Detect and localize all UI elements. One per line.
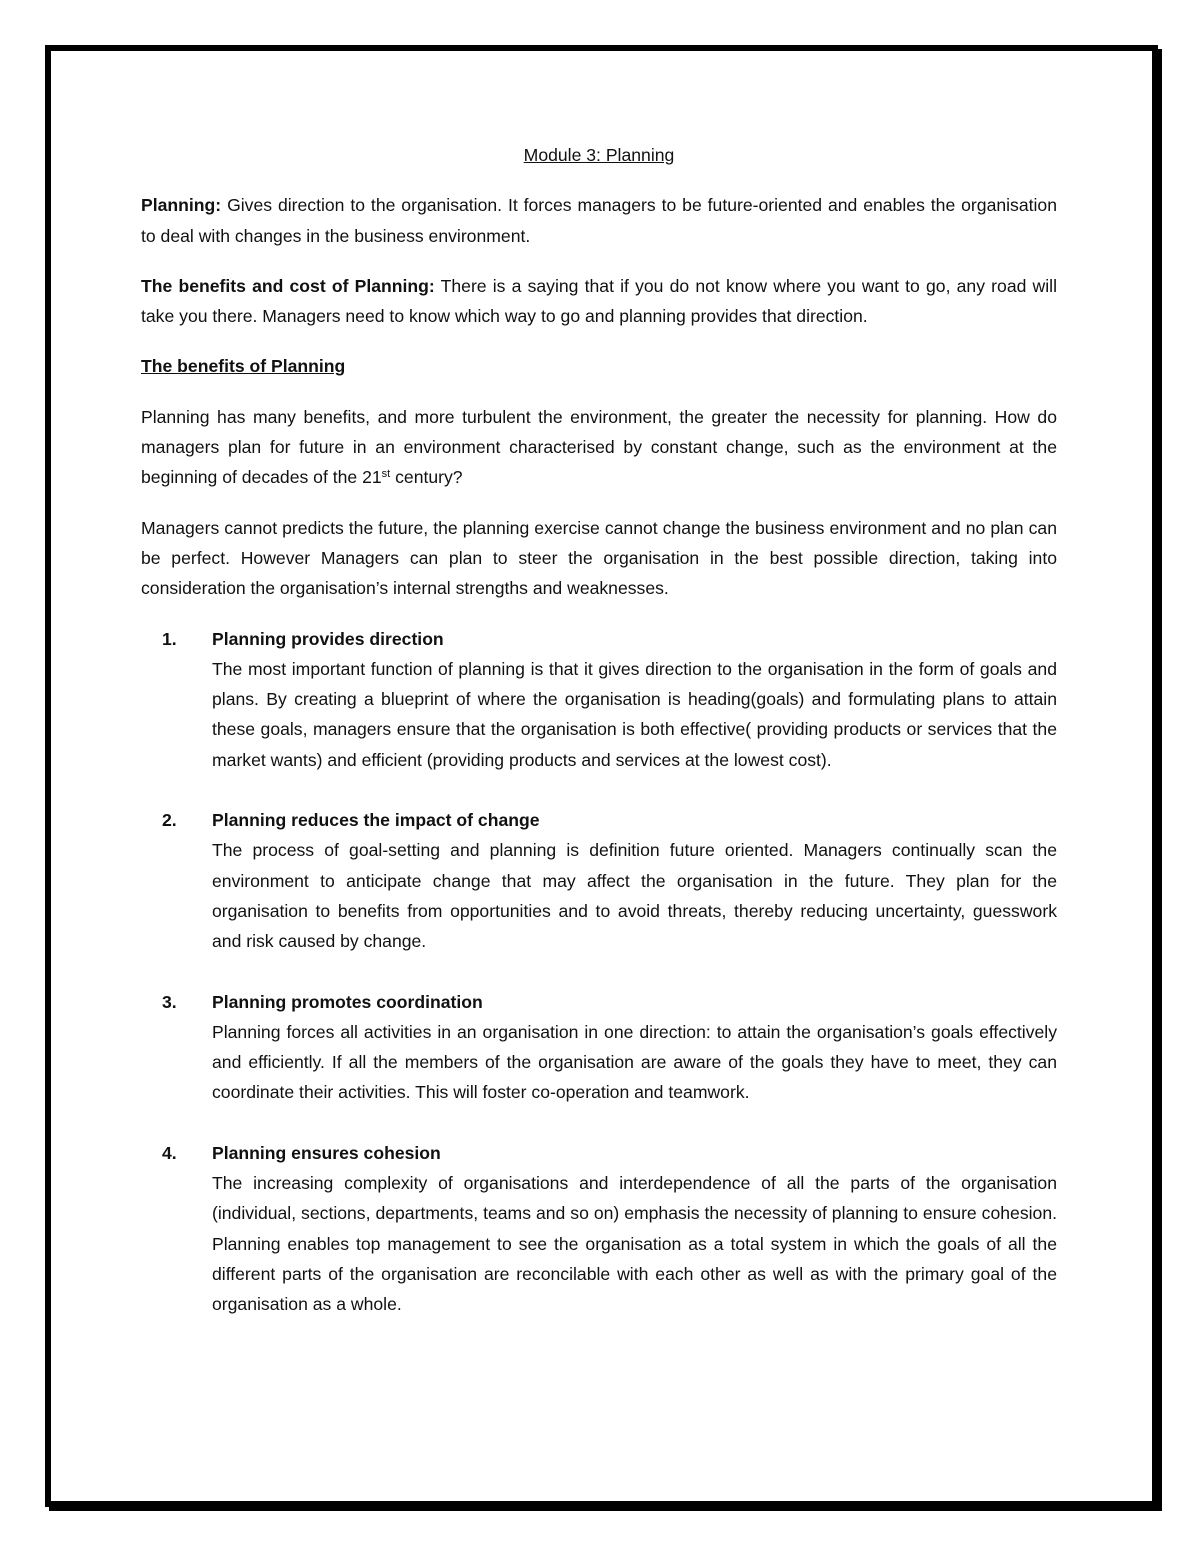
list-item (141, 1138, 1057, 1320)
benefits-paragraph-1-text: Planning has many benefits, and more turbulent the environment, the greater the necessity for planning. How do managers plan for future in an environment characterised by constant change, such as the environment at the beginning of decades of the 21 (141, 406, 1057, 488)
planning-definition-text: Gives direction to the organisation. It forces managers to be future-oriented and enables the organisation to deal with changes in the business environment. (141, 195, 1057, 246)
benefits-paragraph-2: Managers cannot predicts the future, the planning exercise cannot change the business environment and no plan can be perfect. However Managers can plan to steer the organisation in the best possible direction, taking into consideration the organisation’s internal strengths and weaknesses. (141, 517, 1057, 599)
planning-definition-label: Planning: (141, 195, 222, 216)
list-item-body: The increasing complexity of organisations and interdependence of all the parts of the organisation (individual, sections, departments, teams and so on) emphasis the necessity of planning to ensure cohesion. Planning enables top management to see the organisation as a total system in which the goals of all the different parts of the organisation are reconcilable with each other as well as with the primary goal of the organisation as a whole. (212, 1173, 1057, 1315)
list-item-number: 4. (162, 1142, 177, 1163)
list-item-heading: Planning provides direction (212, 628, 444, 649)
list-item (141, 624, 1057, 775)
list-item-body: The most important function of planning is that it gives direction to the organisation in the form of goals and plans. By creating a blueprint of where the organisation is heading(goals) and formulating plans to attain these goals, managers ensure that the organisation is both effective( providing products or services that the market wants) and efficient (providing products and services at the lowest cost). (212, 658, 1057, 770)
list-item (141, 987, 1057, 1108)
planning-definition (141, 190, 1057, 251)
document-body (141, 140, 1057, 1350)
list-item-number: 2. (162, 810, 177, 831)
list-item-number: 1. (162, 628, 177, 649)
benefits-heading: The benefits of Planning (141, 356, 346, 377)
list-item-heading: Planning ensures cohesion (212, 1142, 441, 1163)
benefits-list (141, 624, 1057, 1320)
list-item-heading: Planning promotes coordination (212, 991, 483, 1012)
list-item-body: The process of goal-setting and planning is definition future oriented. Managers continually scan the environment to anticipate change that may affect the organisation in the future. They plan for the organisation to benefits from opportunities and to avoid threats, thereby reducing uncertainty, guesswork and risk caused by change. (212, 840, 1057, 952)
list-item-body: Planning forces all activities in an organisation in one direction: to attain the organisation’s goals effectively and efficiently. If all the members of the organisation are aware of the goals they have to meet, they can coordinate their activities. This will foster co-operation and teamwork. (212, 1021, 1057, 1103)
benefits-cost-text: There is a saying that if you do not know where you want to go, any road will take you there. Managers need to know which way to go and planning provides that direction. (141, 275, 1057, 327)
list-item (141, 805, 1057, 956)
document-title: Module 3: Planning (523, 145, 675, 165)
benefits-paragraph-1 (141, 402, 1057, 493)
list-item-number: 3. (162, 991, 177, 1012)
benefits-cost-label: The benefits and cost of Planning: (141, 275, 435, 296)
list-item-heading: Planning reduces the impact of change (212, 810, 540, 831)
benefits-cost-paragraph (141, 271, 1057, 332)
benefits-paragraph-1-tail: century? (390, 467, 463, 488)
superscript-st: st (381, 468, 391, 481)
